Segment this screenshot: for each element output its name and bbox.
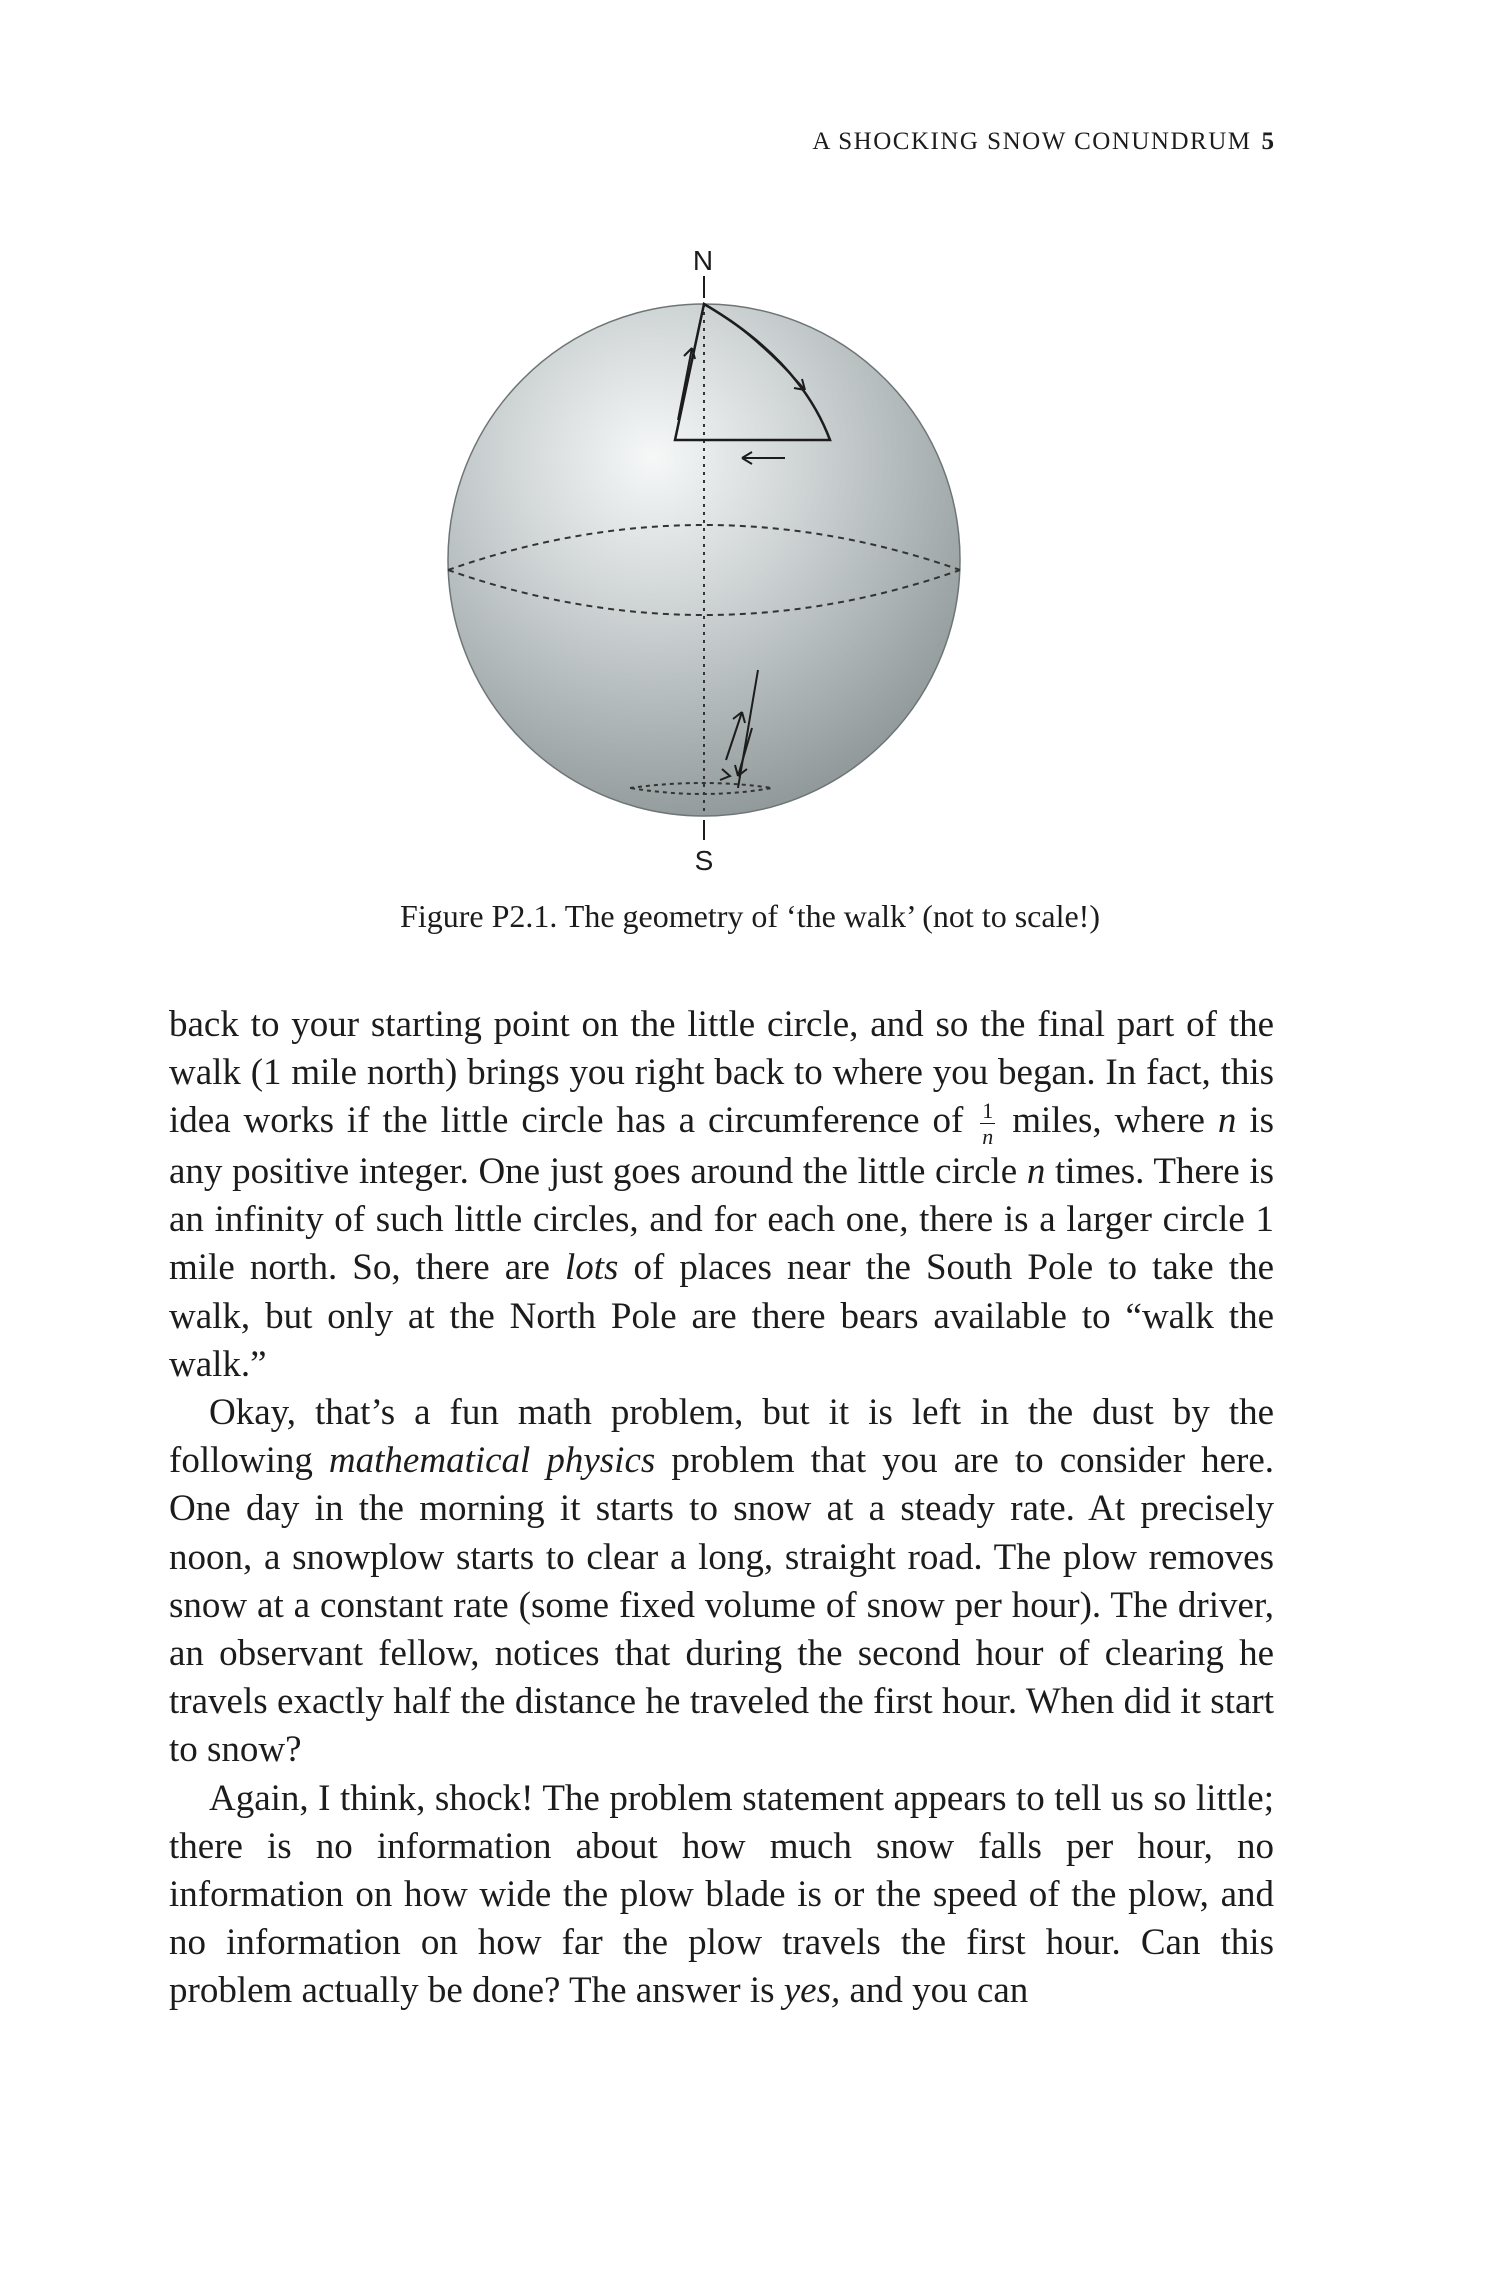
paragraph-2 xyxy=(169,1389,1274,1775)
north-label: N xyxy=(692,245,714,276)
p1-text-a: back to your starting point on the little circle, and so the final part of the walk (1 mile north) brings you right back to where you began. In fact, this idea works if the little circle has a circumference of xyxy=(169,1004,1274,1142)
running-title: A SHOCKING SNOW CONUNDRUM xyxy=(812,128,1252,155)
variable-n: n xyxy=(1217,1100,1237,1142)
figure-caption: Figure P2.1. The geometry of ‘the walk’ (not to scale!) xyxy=(400,898,1100,934)
body-text xyxy=(169,1001,1274,2016)
p1-text-d: times. There is an infinity of such little circles, and for each one, there is a larger circle 1 mile north. So, there are xyxy=(169,1150,1275,1289)
sphere-figure xyxy=(420,240,980,880)
running-head xyxy=(800,128,1274,156)
paragraph-1 xyxy=(169,1001,1274,1389)
paragraph-3 xyxy=(169,1775,1274,2016)
p1-text-b: miles, where xyxy=(1012,1100,1205,1142)
p3-text-a: Again, I think, shock! The problem statement appears to tell us so little; there is no information about how much snow falls per hour, no information on how wide the plow blade is or the speed of the plow, and no information on how far the plow travels the first hour. Can this problem actually be done? The answer is xyxy=(169,1777,1274,2012)
emphasis-lots: lots xyxy=(564,1247,619,1289)
p1-text-e: of places near the South Pole to take the walk, but only at the North Pole are there bears available to “walk the walk.” xyxy=(169,1247,1274,1385)
p2-text-b: problem that you are to consider here. One day in the morning it starts to snow at a steady rate. At precisely noon, a snowplow starts to clear a long, straight road. The plow removes snow at a constant rate (some fixed volume of snow per hour). The driver, an observant fellow, notices that during the second hour of clearing he travels exactly half the distance he traveled the first hour. When did it start to snow? xyxy=(169,1440,1274,1771)
p3-text-b: and you can xyxy=(849,1970,1029,2012)
south-label: S xyxy=(694,845,714,876)
fraction-denominator: n xyxy=(982,1123,994,1149)
emphasis-mathematical-physics: mathematical physics xyxy=(328,1440,656,1482)
p1-text-c: is any positive integer. One just goes around the little circle xyxy=(169,1100,1275,1192)
fraction-one-over-n xyxy=(980,1097,995,1149)
sphere-diagram xyxy=(420,240,980,880)
fraction-numerator: 1 xyxy=(982,1097,994,1123)
page-number: 5 xyxy=(1261,128,1274,155)
p2-text-a: Okay, that’s a fun math problem, but it is left in the dust by the following xyxy=(169,1391,1274,1482)
emphasis-yes: yes, xyxy=(783,1970,841,2012)
variable-n: n xyxy=(1026,1150,1046,1192)
